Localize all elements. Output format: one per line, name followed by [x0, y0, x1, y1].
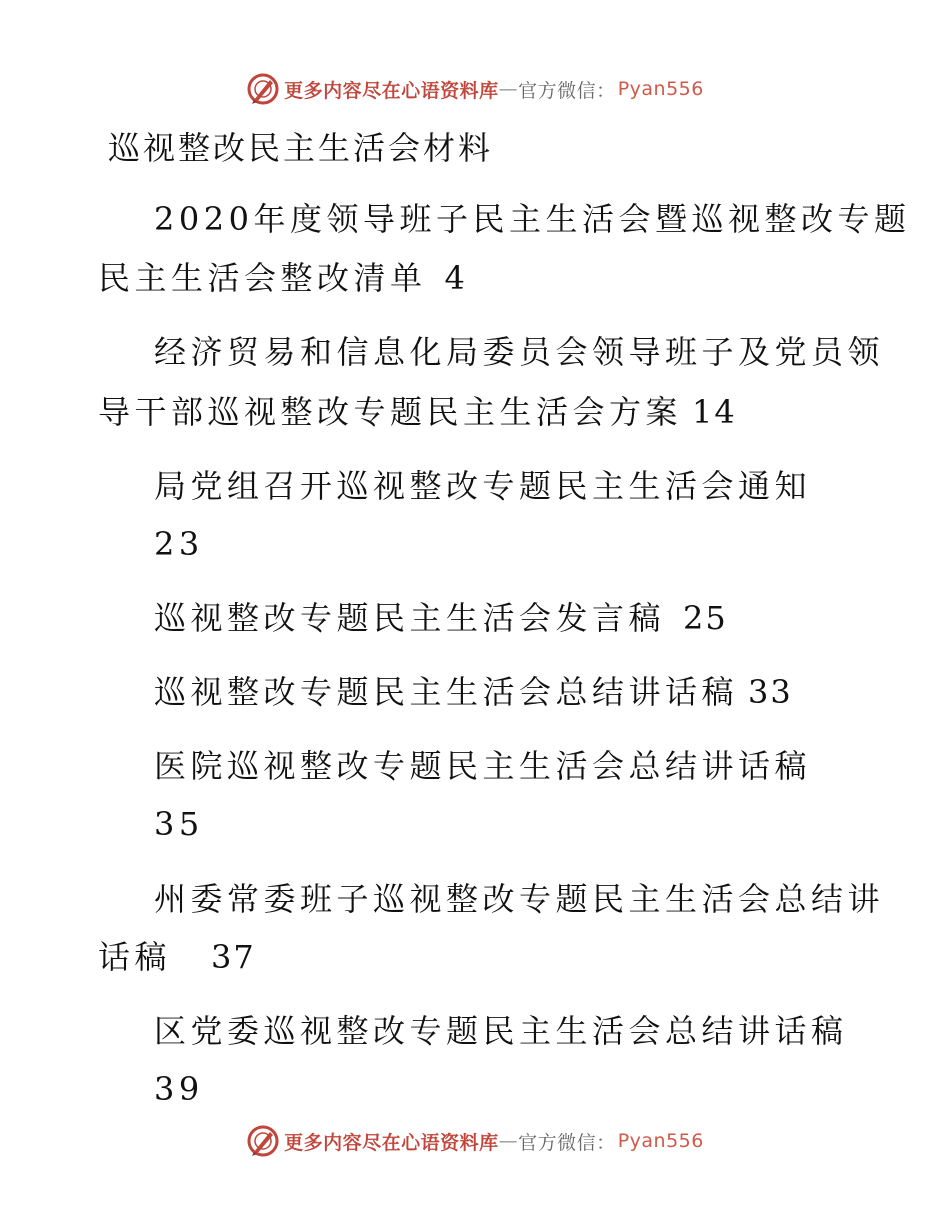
toc-entry-2-title-end: 导干部巡视整改专题民主生活会方案	[98, 393, 683, 431]
toc-entry-7-page: 37	[211, 938, 256, 976]
toc-entry-5-title: 巡视整改专题民主生活会总结讲话稿	[154, 673, 739, 711]
toc-entry-7-line-2	[98, 935, 256, 979]
document-title: 巡视整改民主生活会材料	[108, 129, 494, 167]
toc-entry-1-line-2	[98, 256, 467, 300]
watermark-lead-text: 更多内容尽在心语资料库	[284, 79, 499, 102]
toc-entry-8-page: 39	[154, 1070, 204, 1108]
toc-entry-5	[154, 670, 793, 714]
toc-entry-2-line-1: 经济贸易和信息化局委员会领导班子及党员领	[154, 333, 885, 371]
toc-entry-2-line-2	[98, 390, 737, 434]
watermark-wechat-id: Pyan556	[617, 1130, 704, 1152]
watermark-dash: —	[498, 1130, 519, 1152]
header-watermark	[0, 71, 950, 107]
toc-entry-1-line-1: 2020年度领导班子民主生活会暨巡视整改专题	[154, 200, 911, 238]
toc-entry-1-title-end: 民主生活会整改清单	[98, 259, 427, 297]
pen-logo-icon	[246, 1124, 280, 1158]
toc-entry-7-line-1: 州委常委班子巡视整改专题民主生活会总结讲	[154, 880, 885, 918]
toc-entry-3-page: 23	[154, 525, 204, 563]
toc-entry-8-title: 区党委巡视整改专题民主生活会总结讲话稿	[154, 1012, 848, 1050]
watermark-contact-label: 官方微信：	[518, 1131, 616, 1154]
toc-entry-4-title: 巡视整改专题民主生活会发言稿	[154, 599, 666, 637]
footer-watermark	[0, 1123, 950, 1159]
toc-entry-7-title-end: 话稿	[98, 938, 172, 976]
watermark-wechat-id: Pyan556	[617, 78, 704, 100]
pen-logo-icon	[246, 72, 280, 106]
watermark-lead-text: 更多内容尽在心语资料库	[284, 1131, 499, 1154]
toc-entry-6-page: 35	[154, 805, 204, 843]
toc-entry-4	[154, 596, 728, 640]
toc-entry-4-page: 25	[683, 599, 728, 637]
toc-entry-6-title: 医院巡视整改专题民主生活会总结讲话稿	[154, 747, 812, 785]
toc-entry-2-page: 14	[692, 393, 737, 431]
toc-entry-1-page: 4	[444, 259, 467, 297]
toc-entry-3-title: 局党组召开巡视整改专题民主生活会通知	[154, 467, 812, 505]
watermark-contact-label: 官方微信：	[518, 79, 616, 102]
watermark-dash: —	[498, 78, 519, 100]
toc-entry-5-page: 33	[748, 673, 793, 711]
